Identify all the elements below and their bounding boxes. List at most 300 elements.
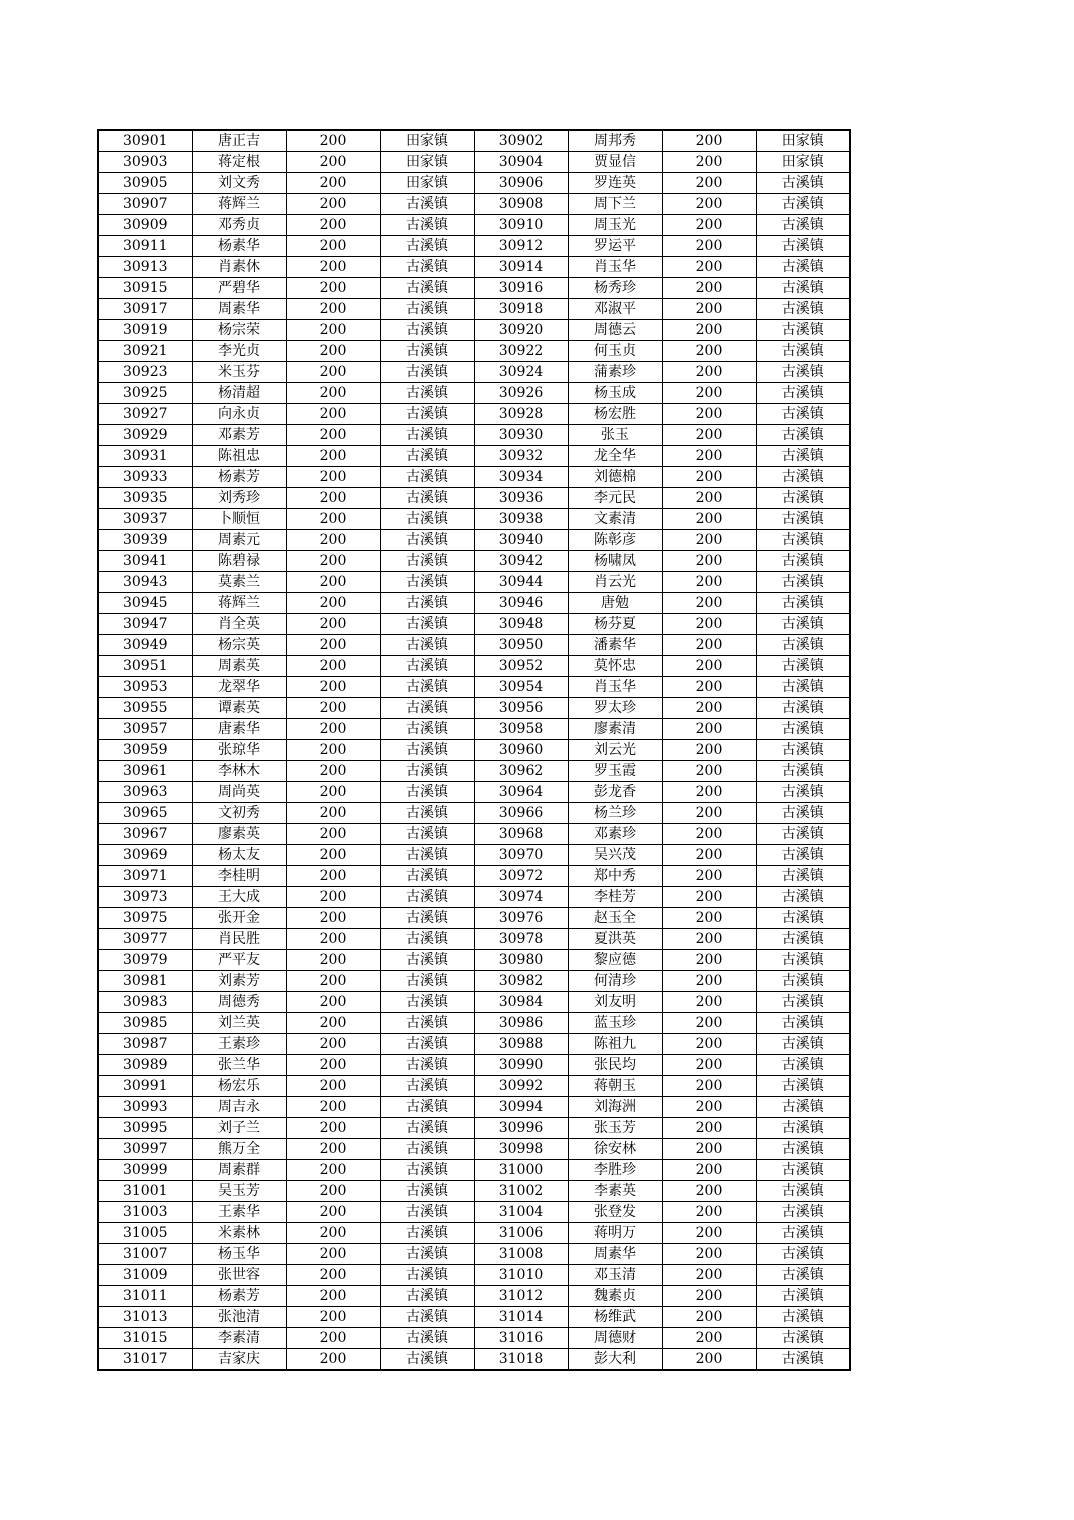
name-cell: 严平友 [192,950,286,971]
id-cell: 31018 [474,1349,568,1371]
town-cell: 古溪镇 [380,950,474,971]
town-cell: 古溪镇 [756,992,850,1013]
id-cell: 30994 [474,1097,568,1118]
name-cell: 周素英 [192,656,286,677]
amount-cell: 200 [662,299,756,320]
id-cell: 30938 [474,509,568,530]
amount-cell: 200 [286,698,380,719]
amount-cell: 200 [662,740,756,761]
town-cell: 古溪镇 [756,677,850,698]
id-cell: 30962 [474,761,568,782]
amount-cell: 200 [662,824,756,845]
id-cell: 30949 [98,635,192,656]
town-cell: 古溪镇 [380,908,474,929]
amount-cell: 200 [286,362,380,383]
table-row [98,614,850,635]
name-cell: 张玉 [568,425,662,446]
table-row [98,908,850,929]
amount-cell: 200 [662,1328,756,1349]
amount-cell: 200 [286,593,380,614]
table-row [98,1307,850,1328]
amount-cell: 200 [286,1160,380,1181]
name-cell: 刘兰英 [192,1013,286,1034]
name-cell: 周吉永 [192,1097,286,1118]
id-cell: 30904 [474,152,568,173]
table-row [98,971,850,992]
town-cell: 古溪镇 [756,320,850,341]
id-cell: 30984 [474,992,568,1013]
amount-cell: 200 [662,509,756,530]
amount-cell: 200 [662,1013,756,1034]
table-row [98,761,850,782]
id-cell: 30993 [98,1097,192,1118]
town-cell: 古溪镇 [756,1265,850,1286]
id-cell: 30902 [474,130,568,152]
id-cell: 31012 [474,1286,568,1307]
table-row [98,593,850,614]
name-cell: 王大成 [192,887,286,908]
town-cell: 古溪镇 [380,1328,474,1349]
table-row [98,1202,850,1223]
name-cell: 周邦秀 [568,130,662,152]
table-row [98,257,850,278]
town-cell: 古溪镇 [380,1286,474,1307]
roster-table-body [98,130,850,1370]
table-row [98,635,850,656]
amount-cell: 200 [662,845,756,866]
town-cell: 田家镇 [756,130,850,152]
id-cell: 30917 [98,299,192,320]
name-cell: 李桂芳 [568,887,662,908]
town-cell: 古溪镇 [756,1328,850,1349]
name-cell: 严碧华 [192,278,286,299]
id-cell: 30924 [474,362,568,383]
id-cell: 30927 [98,404,192,425]
amount-cell: 200 [662,719,756,740]
town-cell: 古溪镇 [756,509,850,530]
town-cell: 古溪镇 [756,866,850,887]
table-row [98,929,850,950]
town-cell: 古溪镇 [380,614,474,635]
table-row [98,698,850,719]
town-cell: 古溪镇 [756,362,850,383]
amount-cell: 200 [286,1328,380,1349]
town-cell: 古溪镇 [380,782,474,803]
id-cell: 30929 [98,425,192,446]
id-cell: 30910 [474,215,568,236]
id-cell: 31000 [474,1160,568,1181]
amount-cell: 200 [286,467,380,488]
name-cell: 蒋辉兰 [192,593,286,614]
name-cell: 徐安林 [568,1139,662,1160]
town-cell: 古溪镇 [380,929,474,950]
town-cell: 古溪镇 [756,236,850,257]
table-row [98,950,850,971]
amount-cell: 200 [286,929,380,950]
table-row [98,320,850,341]
table-row [98,782,850,803]
id-cell: 30936 [474,488,568,509]
town-cell: 古溪镇 [380,803,474,824]
town-cell: 古溪镇 [380,383,474,404]
table-row [98,1160,850,1181]
id-cell: 30901 [98,130,192,152]
name-cell: 李胜珍 [568,1160,662,1181]
name-cell: 夏洪英 [568,929,662,950]
id-cell: 30905 [98,173,192,194]
town-cell: 古溪镇 [380,1139,474,1160]
amount-cell: 200 [662,908,756,929]
id-cell: 30944 [474,572,568,593]
table-row [98,677,850,698]
id-cell: 30952 [474,656,568,677]
id-cell: 30921 [98,341,192,362]
amount-cell: 200 [662,1181,756,1202]
table-row [98,740,850,761]
town-cell: 古溪镇 [380,215,474,236]
id-cell: 31006 [474,1223,568,1244]
table-row [98,1328,850,1349]
amount-cell: 200 [662,551,756,572]
amount-cell: 200 [662,530,756,551]
name-cell: 杨芬夏 [568,614,662,635]
id-cell: 30943 [98,572,192,593]
name-cell: 邓素珍 [568,824,662,845]
amount-cell: 200 [662,1223,756,1244]
name-cell: 李林木 [192,761,286,782]
amount-cell: 200 [286,551,380,572]
town-cell: 古溪镇 [756,635,850,656]
amount-cell: 200 [662,194,756,215]
town-cell: 古溪镇 [756,950,850,971]
amount-cell: 200 [662,572,756,593]
amount-cell: 200 [662,152,756,173]
table-row [98,509,850,530]
town-cell: 古溪镇 [756,1118,850,1139]
amount-cell: 200 [662,1265,756,1286]
id-cell: 30903 [98,152,192,173]
id-cell: 30979 [98,950,192,971]
town-cell: 古溪镇 [380,1097,474,1118]
town-cell: 古溪镇 [380,236,474,257]
amount-cell: 200 [662,404,756,425]
id-cell: 30914 [474,257,568,278]
name-cell: 蒋明万 [568,1223,662,1244]
roster-table [97,129,851,1371]
id-cell: 30909 [98,215,192,236]
id-cell: 31013 [98,1307,192,1328]
name-cell: 肖云光 [568,572,662,593]
amount-cell: 200 [662,677,756,698]
amount-cell: 200 [286,152,380,173]
town-cell: 古溪镇 [380,425,474,446]
name-cell: 邓淑平 [568,299,662,320]
id-cell: 30992 [474,1076,568,1097]
town-cell: 古溪镇 [756,488,850,509]
id-cell: 30948 [474,614,568,635]
town-cell: 古溪镇 [380,1160,474,1181]
id-cell: 30950 [474,635,568,656]
town-cell: 古溪镇 [756,404,850,425]
table-row [98,362,850,383]
id-cell: 30968 [474,824,568,845]
name-cell: 龙全华 [568,446,662,467]
id-cell: 31017 [98,1349,192,1371]
name-cell: 杨玉华 [192,1244,286,1265]
town-cell: 古溪镇 [756,1097,850,1118]
table-row [98,1265,850,1286]
table-row [98,194,850,215]
name-cell: 肖玉华 [568,257,662,278]
amount-cell: 200 [286,1181,380,1202]
id-cell: 31010 [474,1265,568,1286]
amount-cell: 200 [662,341,756,362]
name-cell: 唐正吉 [192,130,286,152]
name-cell: 肖全英 [192,614,286,635]
table-row [98,425,850,446]
town-cell: 古溪镇 [380,1307,474,1328]
town-cell: 古溪镇 [380,971,474,992]
id-cell: 31002 [474,1181,568,1202]
id-cell: 30998 [474,1139,568,1160]
amount-cell: 200 [662,614,756,635]
amount-cell: 200 [662,782,756,803]
table-row [98,278,850,299]
town-cell: 古溪镇 [380,1223,474,1244]
town-cell: 古溪镇 [756,572,850,593]
name-cell: 张池清 [192,1307,286,1328]
id-cell: 30985 [98,1013,192,1034]
amount-cell: 200 [662,1055,756,1076]
name-cell: 周素元 [192,530,286,551]
amount-cell: 200 [286,572,380,593]
id-cell: 30915 [98,278,192,299]
amount-cell: 200 [662,130,756,152]
id-cell: 31007 [98,1244,192,1265]
id-cell: 31005 [98,1223,192,1244]
amount-cell: 200 [662,278,756,299]
id-cell: 31004 [474,1202,568,1223]
town-cell: 古溪镇 [380,467,474,488]
table-row [98,152,850,173]
amount-cell: 200 [286,320,380,341]
town-cell: 古溪镇 [380,656,474,677]
name-cell: 李光贞 [192,341,286,362]
town-cell: 古溪镇 [756,1244,850,1265]
table-row [98,341,850,362]
id-cell: 30991 [98,1076,192,1097]
table-row [98,404,850,425]
table-row [98,1076,850,1097]
id-cell: 30961 [98,761,192,782]
name-cell: 卜顺恒 [192,509,286,530]
town-cell: 古溪镇 [756,908,850,929]
town-cell: 古溪镇 [380,299,474,320]
table-row [98,215,850,236]
town-cell: 古溪镇 [756,194,850,215]
amount-cell: 200 [286,1286,380,1307]
id-cell: 30957 [98,719,192,740]
name-cell: 蒲素珍 [568,362,662,383]
id-cell: 31003 [98,1202,192,1223]
amount-cell: 200 [662,1139,756,1160]
town-cell: 古溪镇 [380,1349,474,1371]
town-cell: 古溪镇 [380,719,474,740]
town-cell: 古溪镇 [756,887,850,908]
amount-cell: 200 [286,215,380,236]
name-cell: 刘素芳 [192,971,286,992]
id-cell: 30955 [98,698,192,719]
id-cell: 30935 [98,488,192,509]
name-cell: 刘子兰 [192,1118,286,1139]
amount-cell: 200 [286,1034,380,1055]
amount-cell: 200 [662,1286,756,1307]
id-cell: 31008 [474,1244,568,1265]
town-cell: 古溪镇 [756,614,850,635]
id-cell: 30953 [98,677,192,698]
town-cell: 古溪镇 [756,1034,850,1055]
town-cell: 古溪镇 [756,740,850,761]
town-cell: 古溪镇 [756,173,850,194]
amount-cell: 200 [286,1139,380,1160]
name-cell: 邓玉清 [568,1265,662,1286]
amount-cell: 200 [662,383,756,404]
town-cell: 古溪镇 [756,1181,850,1202]
name-cell: 文初秀 [192,803,286,824]
name-cell: 陈碧禄 [192,551,286,572]
town-cell: 古溪镇 [380,698,474,719]
id-cell: 30908 [474,194,568,215]
name-cell: 周德云 [568,320,662,341]
name-cell: 罗太珍 [568,698,662,719]
name-cell: 何清珍 [568,971,662,992]
name-cell: 李素清 [192,1328,286,1349]
amount-cell: 200 [286,1223,380,1244]
town-cell: 古溪镇 [380,1076,474,1097]
id-cell: 30940 [474,530,568,551]
amount-cell: 200 [286,635,380,656]
amount-cell: 200 [286,740,380,761]
table-row [98,1244,850,1265]
amount-cell: 200 [662,1118,756,1139]
name-cell: 吉家庆 [192,1349,286,1371]
name-cell: 张民均 [568,1055,662,1076]
id-cell: 30930 [474,425,568,446]
amount-cell: 200 [286,866,380,887]
amount-cell: 200 [286,803,380,824]
town-cell: 古溪镇 [756,467,850,488]
amount-cell: 200 [662,1349,756,1371]
name-cell: 杨素芳 [192,1286,286,1307]
amount-cell: 200 [662,992,756,1013]
table-row [98,173,850,194]
name-cell: 刘海洲 [568,1097,662,1118]
id-cell: 30973 [98,887,192,908]
table-row [98,130,850,152]
amount-cell: 200 [286,1244,380,1265]
id-cell: 30913 [98,257,192,278]
amount-cell: 200 [286,992,380,1013]
town-cell: 古溪镇 [756,278,850,299]
name-cell: 张登发 [568,1202,662,1223]
name-cell: 杨宏胜 [568,404,662,425]
amount-cell: 200 [286,173,380,194]
name-cell: 吴兴茂 [568,845,662,866]
amount-cell: 200 [286,1055,380,1076]
name-cell: 周素华 [568,1244,662,1265]
amount-cell: 200 [662,1307,756,1328]
name-cell: 杨啸凤 [568,551,662,572]
name-cell: 唐勉 [568,593,662,614]
id-cell: 30911 [98,236,192,257]
id-cell: 30987 [98,1034,192,1055]
name-cell: 张世容 [192,1265,286,1286]
name-cell: 刘云光 [568,740,662,761]
amount-cell: 200 [662,425,756,446]
table-row [98,1139,850,1160]
name-cell: 何玉贞 [568,341,662,362]
town-cell: 古溪镇 [756,257,850,278]
town-cell: 古溪镇 [380,1202,474,1223]
amount-cell: 200 [662,1034,756,1055]
amount-cell: 200 [286,257,380,278]
amount-cell: 200 [662,257,756,278]
id-cell: 30978 [474,929,568,950]
amount-cell: 200 [286,236,380,257]
name-cell: 杨宏乐 [192,1076,286,1097]
table-row [98,887,850,908]
town-cell: 古溪镇 [380,572,474,593]
amount-cell: 200 [662,887,756,908]
id-cell: 30990 [474,1055,568,1076]
id-cell: 30919 [98,320,192,341]
table-row [98,1013,850,1034]
town-cell: 古溪镇 [756,1349,850,1371]
id-cell: 30972 [474,866,568,887]
table-row [98,719,850,740]
town-cell: 古溪镇 [756,446,850,467]
name-cell: 刘友明 [568,992,662,1013]
table-row [98,383,850,404]
id-cell: 30975 [98,908,192,929]
name-cell: 周素群 [192,1160,286,1181]
table-row [98,1286,850,1307]
town-cell: 古溪镇 [756,530,850,551]
id-cell: 30960 [474,740,568,761]
town-cell: 古溪镇 [380,509,474,530]
amount-cell: 200 [286,488,380,509]
amount-cell: 200 [286,404,380,425]
name-cell: 杨清超 [192,383,286,404]
amount-cell: 200 [286,950,380,971]
id-cell: 30928 [474,404,568,425]
amount-cell: 200 [286,1202,380,1223]
amount-cell: 200 [286,509,380,530]
name-cell: 陈祖忠 [192,446,286,467]
town-cell: 古溪镇 [756,803,850,824]
town-cell: 古溪镇 [380,1055,474,1076]
town-cell: 古溪镇 [380,257,474,278]
amount-cell: 200 [662,236,756,257]
name-cell: 莫素兰 [192,572,286,593]
amount-cell: 200 [286,761,380,782]
table-row [98,488,850,509]
table-row [98,824,850,845]
town-cell: 古溪镇 [756,1286,850,1307]
town-cell: 古溪镇 [380,362,474,383]
amount-cell: 200 [286,782,380,803]
amount-cell: 200 [286,845,380,866]
